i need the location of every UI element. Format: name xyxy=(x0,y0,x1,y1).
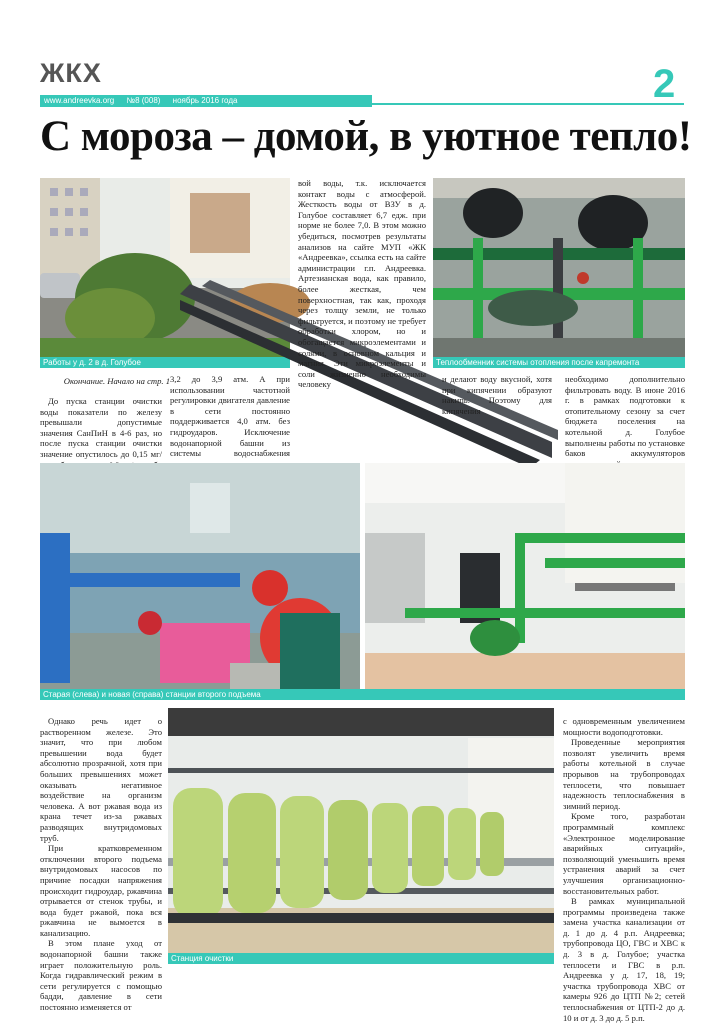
paragraph: Однако речь идет о растворенном железе. Это значит, что при любом превышении вода будет абсолютно прозрачной, хотя при больших превышениях может оказывать негативное воздействие на организм человека. А вот ржавая вода из крана течет из-за ржавых разводящих внутридомовых труб. xyxy=(40,716,162,843)
site-url[interactable]: www.andreevka.org xyxy=(44,96,115,105)
article-bottom-right xyxy=(563,716,685,1023)
paragraph: 3,2 до 3,9 атм. А при использовании частотной регулировки двигателя давление в сети постоянно поддерживается 4,0 атм. без гидроударов. Исключение водонапорной башни из системы водоснабжения xyxy=(170,374,290,459)
article-col3 xyxy=(442,374,552,416)
paragraph: Кроме того, разработан программный комплекс «Электронное моделирование аварийных ситуаций», позволяющий уменьшить время устранения аварий за счет улучшения организационно-восстановительных работ. xyxy=(563,811,685,896)
article-top-middle: вой воды, т.к. исключается контакт воды с атмосферой. Жесткость воды от ВЗУ в д. Голубое составляет 6,7 едж. при норме не более 7,0. В этом можно убедиться, посмотрев результаты анализов на сайте МУП «ЖК «Андреевка», ссылка есть на сайте администрации г.п. Андреевка. Артезианская вода, как правило, более жесткая, чем поверхностная, так как, проходя через толщу земли, не только фильтруется, и поэтому не требует обработки хлором, но и обогащается микроэлементами и солями, в основном кальция и магния. Эти микроэлементы и соли жизненно необходимы человеку xyxy=(298,178,426,390)
article-col1 xyxy=(40,396,162,470)
issue-date: ноябрь 2016 года xyxy=(172,96,238,105)
photo-exchangers xyxy=(433,178,685,368)
paragraph: с одновременным увеличением мощности водоподготовки. xyxy=(563,716,685,737)
article-bottom-left xyxy=(40,716,162,1013)
paragraph: необходимо дополнительно фильтровать воду. В июне 2016 г. в рамках подготовки к отопительному сезону за счет бюджета поселения на котельной д. Голубое выполнены работы по установке баков аккумуляторов xyxy=(565,374,685,459)
paragraph: Проведенные мероприятия позволят увеличить время работы котельной в случае прорывов на трубопроводах теплосети, что повышает надежность теплоснабжения в зимний период. xyxy=(563,737,685,811)
masthead-bar xyxy=(40,95,372,107)
continued-note: Окончание. Начало на стр. 1 xyxy=(63,376,170,386)
paragraph: До пуска станции очистки воды показатели по железу превышали допустимые значения СанПиН в 4-6 раз, но после пуска станции очистки значение опустилось до 0,15 мг/ xyxy=(40,396,162,459)
photo-old-station xyxy=(40,463,360,699)
paragraph: В рамках муниципальной программы произведена также замена участка канализации от д. 1 до д. 4 р.п. Андреевка; трубопровода ЦО, ГВС и ХВС к д. 3 в д. Голубое; участка теплосети и ГВС в р.п. Андреевка у д. 17, 18, 19; участка трубопровода ХВС от камеры 926 до ЦТП №2; сетей теплоснабжения от ЦТП-2 до д. 10 и от д. 3 до д. 5 р.п. xyxy=(563,896,685,1023)
paragraph: В этом плане уход от водонапорной башни также играет положительную роль. Когда гидравлический режим в сети регулируется с помощью бадди, давление в сети постоянно изменяется от xyxy=(40,938,162,1013)
caption-exchangers: Теплообменник системы отопления после капремонта xyxy=(433,357,685,368)
photo-new-station xyxy=(365,463,685,699)
photo-purification xyxy=(168,708,554,964)
page-number: 2 xyxy=(653,62,676,106)
article-col4 xyxy=(565,374,685,469)
paragraph: При кратковременном отключении второго подъема внутридомовых насосов по причине посадки напряжения происходит гидроудар, ржавчина отрывается от стенок трубы, и вода будет ржавой, пока вся ржавчина не вымоется в канализацию. xyxy=(40,843,162,938)
caption-pipes: Работы у д. 2 в д. Голубое xyxy=(40,357,290,368)
masthead-rule xyxy=(372,103,684,105)
paragraph: и делают воду вкусной, хотя при кипячении образуют накипь. Поэтому для кипячения xyxy=(442,374,552,416)
issue-number: №8 (008) xyxy=(126,96,161,105)
section-title: ЖКХ xyxy=(40,58,102,88)
caption-pumps: Старая (слева) и новая (справа) станции второго подъема xyxy=(40,689,685,700)
caption-station: Станция очистки xyxy=(168,953,554,964)
headline: С мороза – домой, в уютное тепло! xyxy=(40,113,692,160)
